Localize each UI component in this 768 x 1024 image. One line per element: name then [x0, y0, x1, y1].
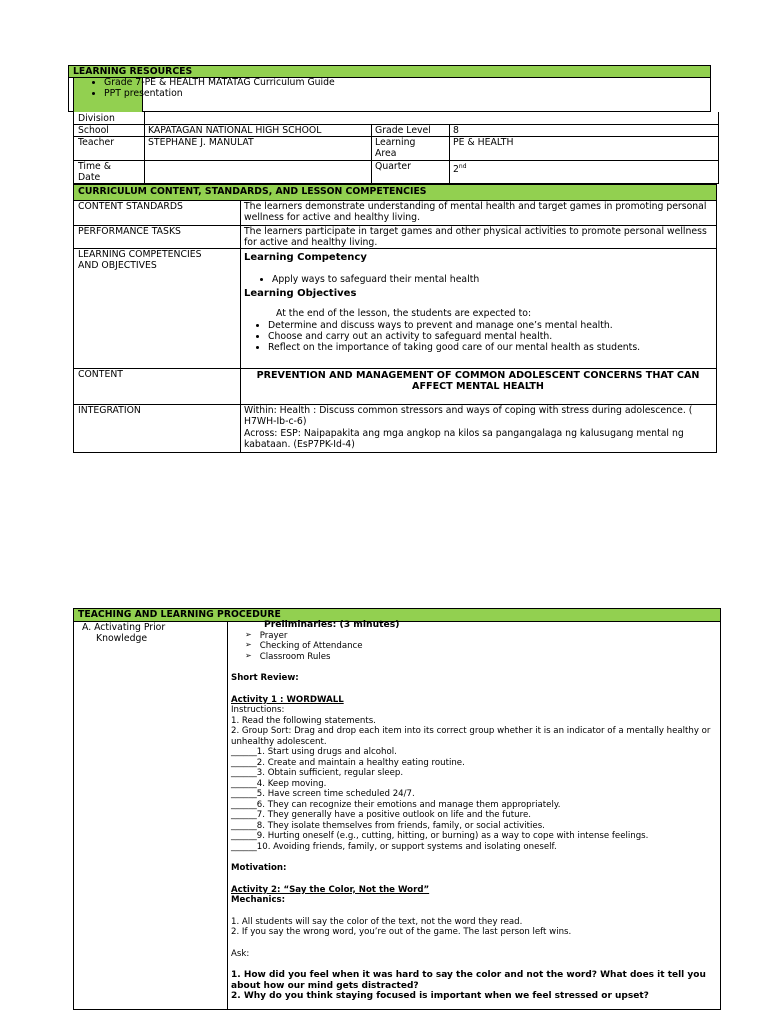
statement-item: ______2. Create and maintain a healthy eating routine.: [231, 757, 465, 768]
procedure-title: TEACHING AND LEARNING PROCEDURE: [78, 609, 281, 620]
school-label: School: [78, 125, 109, 136]
integration-across: Across: ESP: Naipapakita ang mga angkop na kilos sa pangangalaga ng kalusugang mental ng kabataan. (EsP7PK-Id-4): [244, 427, 684, 451]
time-date-label: Time & Date: [78, 161, 111, 184]
resources-list: [78, 77, 698, 100]
statement-item: ______6. They can recognize their emotions and manage them appropriately.: [231, 799, 561, 810]
procedure-table: [73, 608, 721, 1010]
objectives-heading: Learning Objectives: [244, 287, 357, 299]
content-standards-text: The learners demonstrate understanding of mental health and target games in promoting personal wellness for active and healthy living.: [244, 201, 707, 224]
school-value: KAPATAGAN NATIONAL HIGH SCHOOL: [148, 125, 322, 136]
content-text: PREVENTION AND MANAGEMENT OF COMMON ADOLESCENT CONCERNS THAT CAN AFFECT MENTAL HEALTH: [256, 370, 700, 393]
instruction-item: 1. Read the following statements.: [231, 715, 376, 726]
learning-area-value: PE & HEALTH: [453, 137, 514, 148]
instructions-label: Instructions:: [231, 705, 285, 715]
curriculum-header: [74, 185, 716, 200]
ask-label: Ask:: [231, 948, 250, 959]
teacher-label: Teacher: [78, 137, 115, 148]
statement-item: ______8. They isolate themselves from friends, family, or social activities.: [231, 820, 545, 831]
statement-item: ______7. They generally have a positive outlook on life and the future.: [231, 810, 531, 820]
teacher-value: STEPHANE J. MANULAT: [148, 137, 254, 148]
objective-item: • Reflect on the importance of taking good care of our mental health as students.: [268, 342, 712, 353]
division-value: [144, 112, 714, 114]
preliminaries-heading: Preliminaries: (3 minutes): [264, 620, 400, 630]
instruction-item: 2. Group Sort: Drag and drop each item into its correct group whether it is an indicator of a mentally healthy or unhealthy adolescent.: [231, 726, 711, 747]
content-standards-label: CONTENT STANDARDS: [78, 201, 183, 212]
mechanic-item: 1. All students will say the color of the text, not the word they read.: [231, 916, 523, 927]
curriculum-title: CURRICULUM CONTENT, STANDARDS, AND LESSON COMPETENCIES: [78, 186, 427, 197]
curriculum-table: [73, 184, 717, 453]
time-date-value: [144, 160, 371, 162]
quarter-value: 2nd: [453, 163, 467, 176]
statement-item: ______4. Keep moving.: [231, 778, 327, 789]
competencies-content: [240, 251, 716, 355]
quarter-suffix: nd: [458, 163, 467, 170]
question-item: 2. Why do you think staying focused is important when we feel stressed or upset?: [231, 991, 649, 1001]
quarter-label: Quarter: [375, 161, 411, 172]
division-label: Division: [78, 113, 115, 124]
competency-item: • Apply ways to safeguard their mental health: [272, 274, 712, 285]
step-activating-prior-knowledge: A. Activating Prior Knowledge: [82, 622, 166, 645]
competency-heading: Learning Competency: [244, 252, 367, 263]
statement-item: ______10. Avoiding friends, family, or support systems and isolating oneself.: [231, 841, 557, 852]
competencies-label: LEARNING COMPETENCIES AND OBJECTIVES: [78, 249, 202, 272]
motivation-heading: Motivation:: [231, 863, 287, 873]
grade-level-value: 8: [453, 125, 459, 136]
integration-within: Within: Health : Discuss common stressors and ways of coping with stress during adolescence. ( H7WH-Ib-c-6): [244, 405, 693, 428]
resource-item-curriculum-guide: • Grade 7-PE & HEALTH MATATAG Curriculum Guide: [104, 77, 698, 88]
activity2-title: Activity 2: “Say the Color, Not the Word”: [231, 884, 430, 895]
performance-tasks-text: The learners participate in target games and other physical activities to promote personal wellness for active and healthy living.: [244, 226, 707, 249]
learning-resources-title: LEARNING RESOURCES: [73, 66, 193, 77]
objective-item: • Choose and carry out an activity to safeguard mental health.: [268, 331, 712, 342]
preliminary-item: ➢ Classroom Rules: [245, 652, 715, 663]
grade-level-label: Grade Level: [375, 125, 431, 136]
learning-area-label: Learning Area: [375, 137, 416, 160]
statement-item: ______5. Have screen time scheduled 24/7.: [231, 789, 415, 799]
statement-item: ______9. Hurting oneself (e.g., cutting, hitting, or burning) as a way to cope with intense feelings.: [231, 831, 649, 841]
statement-item: ______3. Obtain sufficient, regular sleep.: [231, 768, 404, 778]
short-review-heading: Short Review:: [231, 673, 299, 683]
content-label: CONTENT: [78, 369, 123, 380]
procedure-content: [227, 620, 719, 1002]
integration-label: INTEGRATION: [78, 405, 141, 416]
preliminary-item: ➢ Prayer: [245, 631, 715, 642]
info-table: [73, 112, 719, 184]
statement-item: ______1. Start using drugs and alcohol.: [231, 747, 397, 757]
mechanic-item: 2. If you say the wrong word, you’re out of the game. The last person left wins.: [231, 927, 572, 937]
activity1-title: Activity 1 : WORDWALL: [231, 694, 344, 705]
objectives-intro: At the end of the lesson, the students are expected to:: [276, 308, 532, 320]
objective-item: • Determine and discuss ways to prevent and manage one’s mental health.: [268, 320, 712, 331]
mechanics-label: Mechanics:: [231, 895, 286, 905]
preliminary-item: ➢ Checking of Attendance: [245, 641, 715, 652]
question-item: 1. How did you feel when it was hard to say the color and not the word? What does it tell you about how our mind gets distracted?: [231, 970, 706, 991]
performance-tasks-label: PERFORMANCE TASKS: [78, 226, 181, 237]
resource-item-ppt: • PPT presentation: [104, 88, 698, 99]
integration-content: [240, 404, 716, 452]
